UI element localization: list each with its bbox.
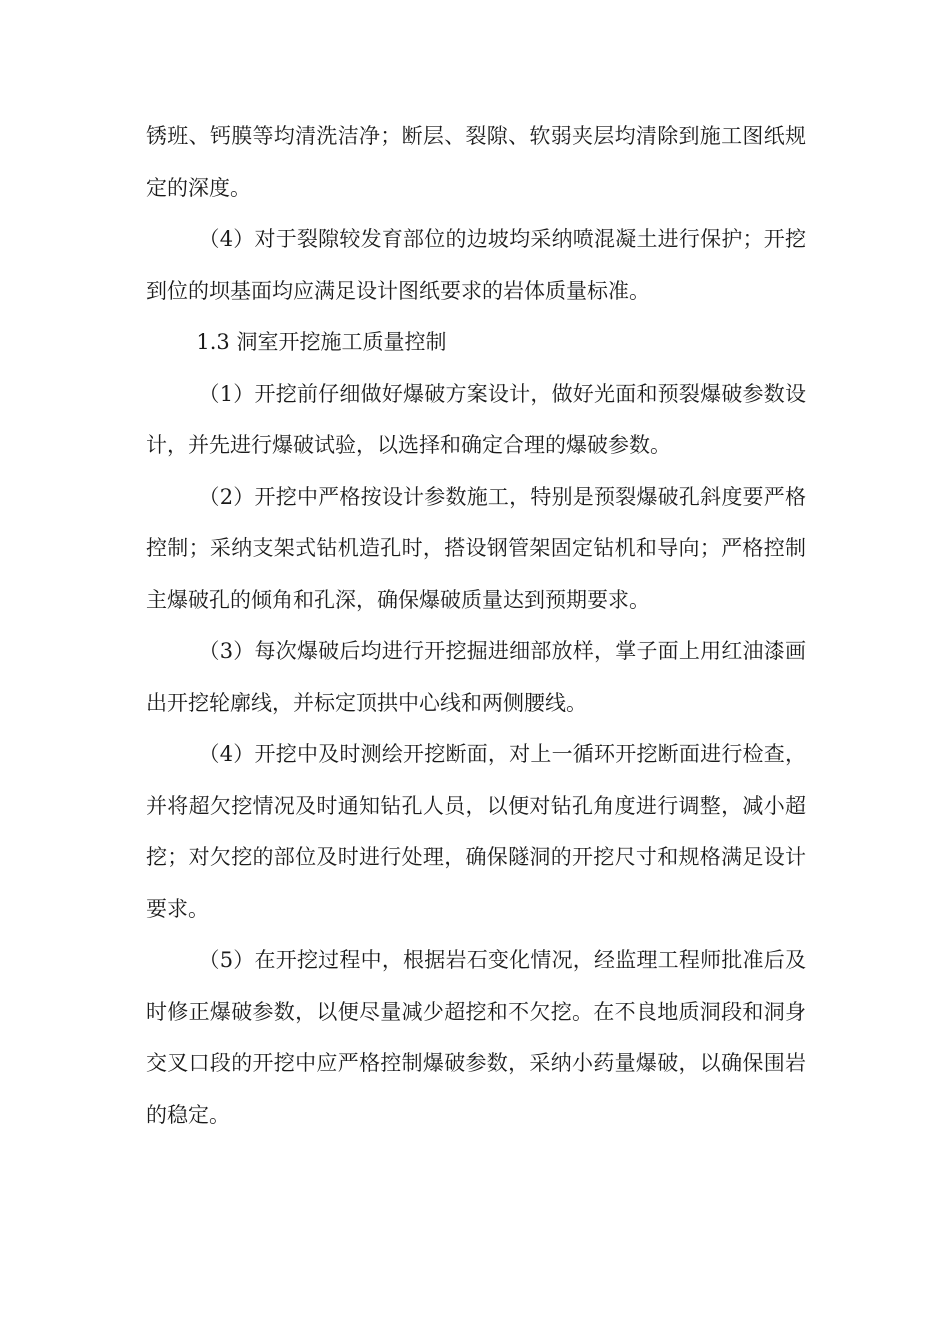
document-body xyxy=(146,111,806,1141)
paragraph-item-5: （5）在开挖过程中，根据岩石变化情况，经监理工程师批准后及时修正爆破参数，以便尽量减少超挖和不欠挖。在不良地质洞段和洞身交叉口段的开挖中应严格控制爆破参数，采纳小药量爆破，以确保围岩的稳定。 xyxy=(146,948,806,1127)
paragraph-item-4: （4）开挖中及时测绘开挖断面，对上一循环开挖断面进行检查，并将超欠挖情况及时通知钻孔人员，以便对钻孔角度进行调整，减小超挖；对欠挖的部位及时进行处理，确保隧洞的开挖尺寸和规格满足设计要求。 xyxy=(146,742,806,921)
section-heading: 1.3 洞室开挖施工质量控制 xyxy=(196,330,447,354)
paragraph-item-4-slope: （4）对于裂隙较发育部位的边坡均采纳喷混凝土进行保护；开挖到位的坝基面均应满足设计图纸要求的岩体质量标准。 xyxy=(146,227,806,303)
paragraph-continuation: 锈班、钙膜等均清洗洁净；断层、裂隙、软弱夹层均清除到施工图纸规定的深度。 xyxy=(146,124,806,200)
paragraph-item-2: （2）开挖中严格按设计参数施工，特别是预裂爆破孔斜度要严格控制；采纳支架式钻机造孔时，搭设钢管架固定钻机和导向；严格控制主爆破孔的倾角和孔深，确保爆破质量达到预期要求。 xyxy=(146,484,806,612)
paragraph-item-1: （1）开挖前仔细做好爆破方案设计，做好光面和预裂爆破参数设计，并先进行爆破试验，以选择和确定合理的爆破参数。 xyxy=(146,381,806,457)
paragraph-item-3: （3）每次爆破后均进行开挖掘进细部放样，掌子面上用红油漆画出开挖轮廓线，并标定顶拱中心线和两侧腰线。 xyxy=(146,639,806,715)
